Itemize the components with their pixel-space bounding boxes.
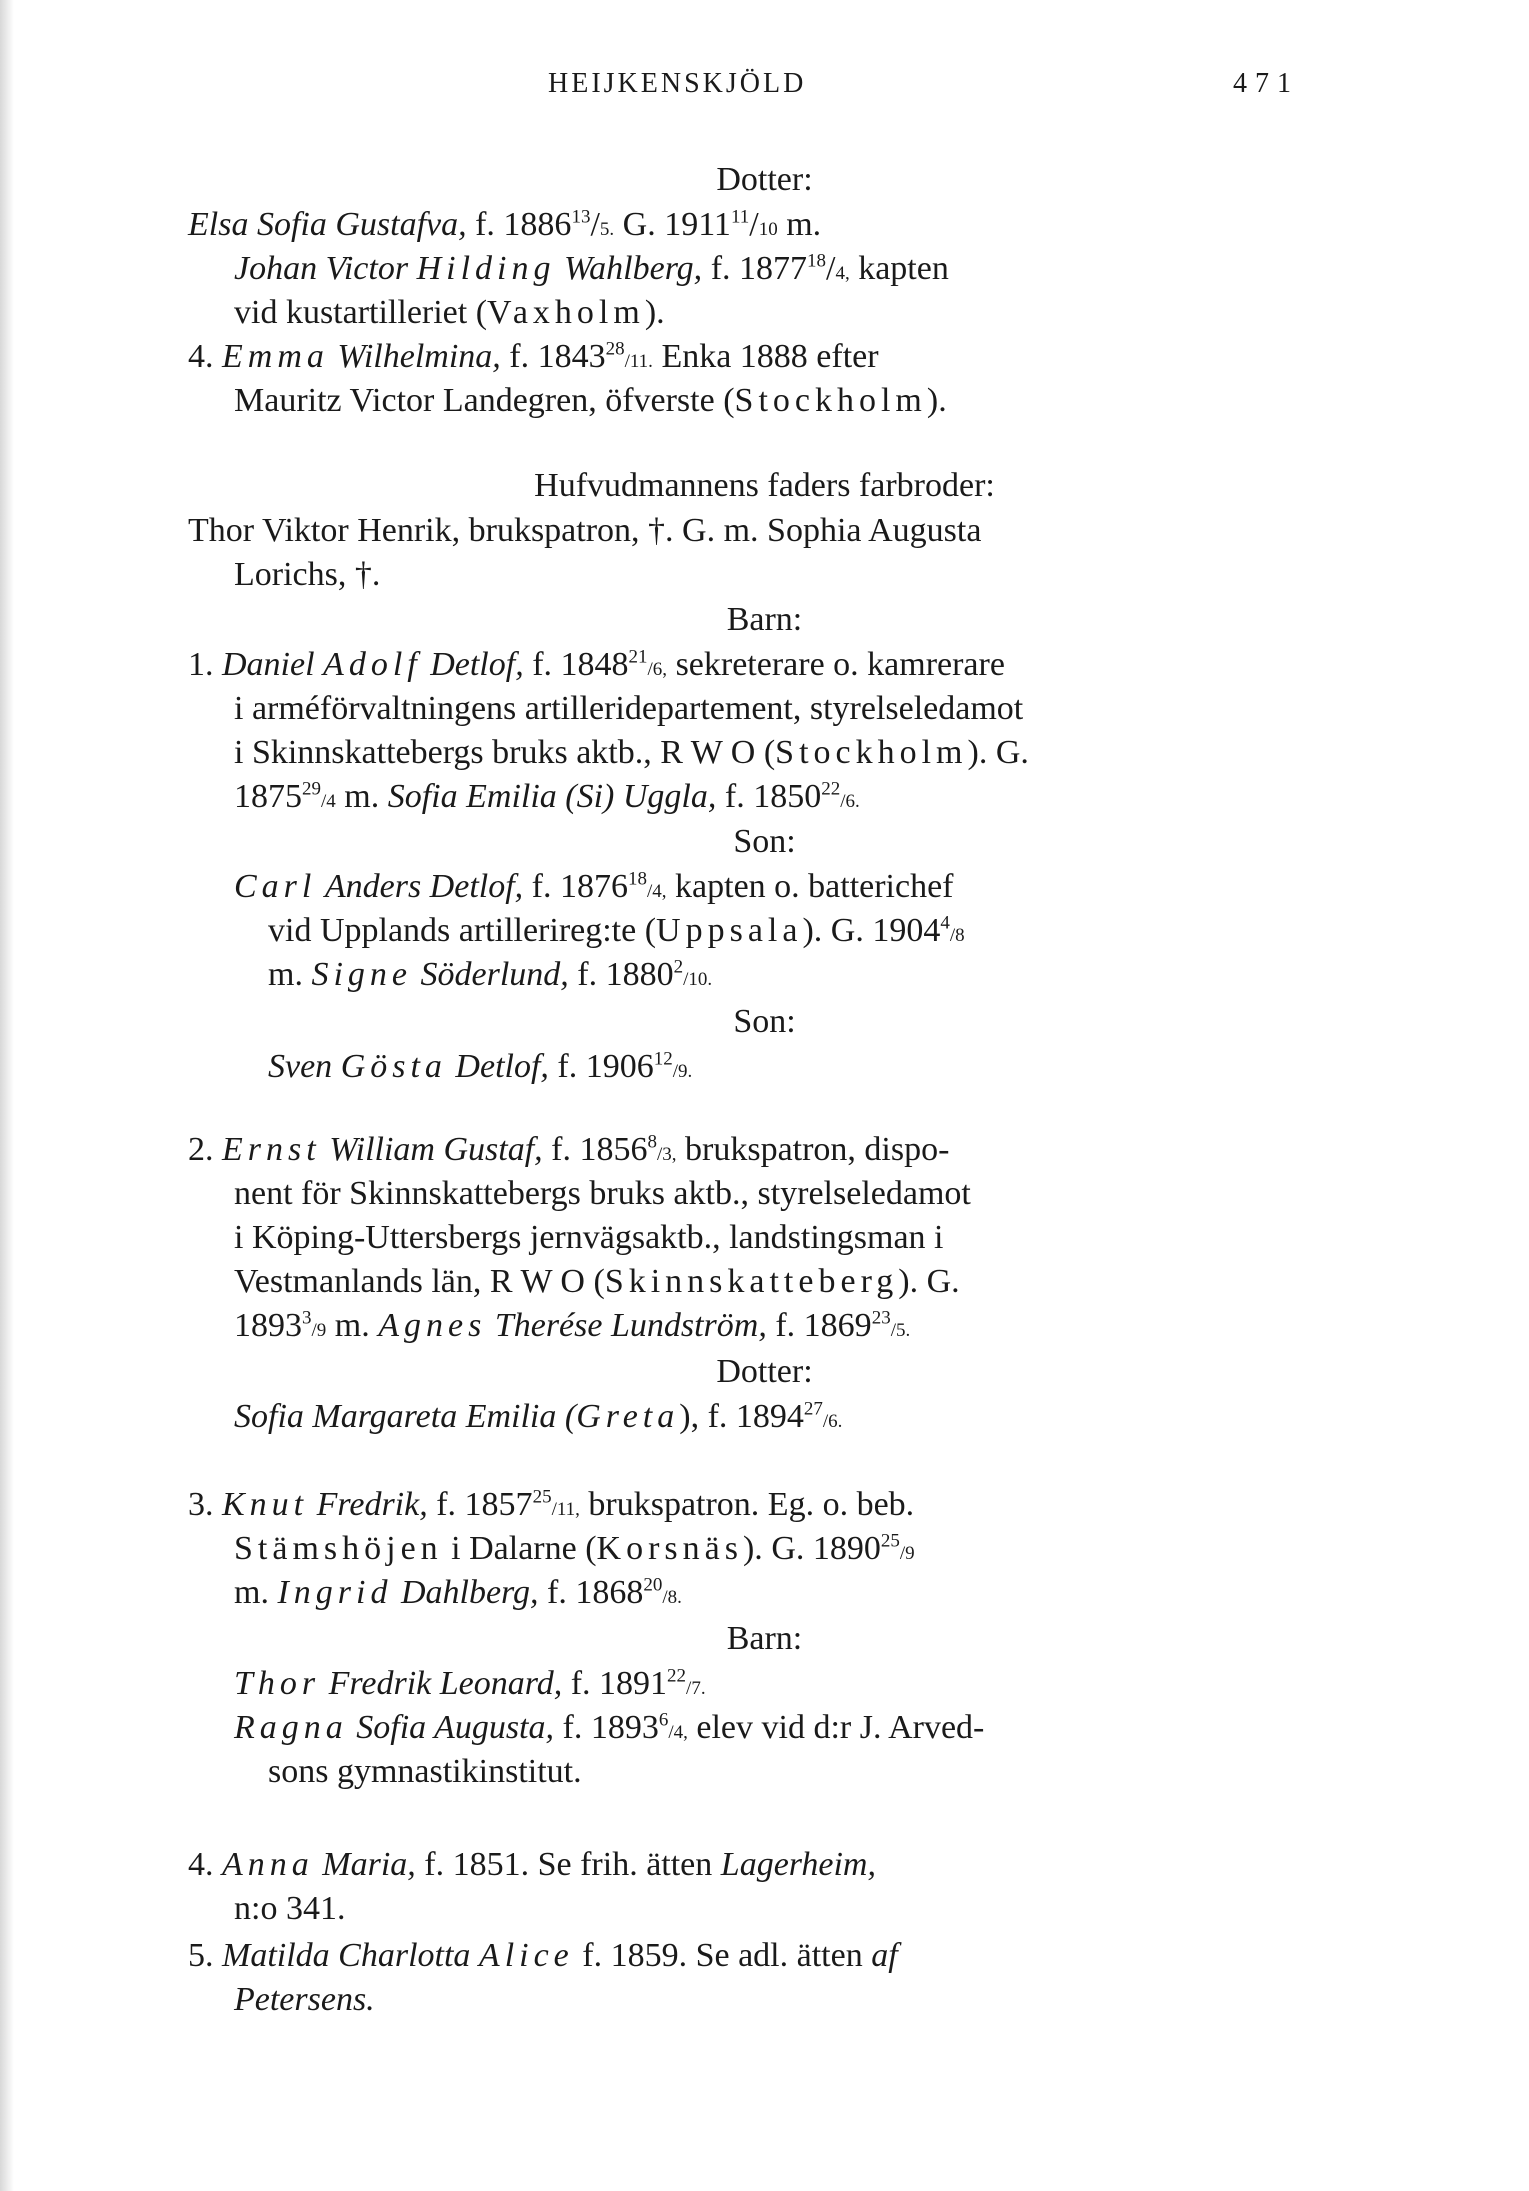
entry-anna bbox=[188, 1843, 1318, 1931]
entry-line: Thor Fredrik Leonard, f. 1891$^{22}$/7. bbox=[234, 1665, 706, 1702]
entry-knut bbox=[188, 1483, 1318, 1615]
running-header bbox=[0, 62, 1529, 106]
entry-line: 1. Daniel Adolf Detlof, f. 1848$^{21}$/6, sekreterare o. kamrerare bbox=[188, 646, 1005, 683]
entry-line: sons gymnastikinstitut. bbox=[268, 1753, 582, 1790]
entry-line: i arméförvaltningens artilleridepartement, styrelseledamot bbox=[234, 690, 1024, 727]
entry-line: Petersens. bbox=[234, 1981, 375, 2018]
entry-line: Ragna Sofia Augusta, f. 1893$^6$/4, elev vid d:r J. Arved- bbox=[234, 1709, 985, 1746]
entry-line: i Skinnskattebergs bruks aktb., R W O (Stockholm). G. bbox=[234, 734, 1029, 771]
section-heading-son: Son: bbox=[733, 823, 796, 860]
entry-barn-knut bbox=[188, 1662, 1318, 1794]
entry-line: n:o 341. bbox=[234, 1890, 346, 1927]
entry-matilda bbox=[188, 1934, 1318, 2022]
section-heading-dotter: Dotter: bbox=[716, 161, 813, 198]
entry-line: Sven Gösta Detlof, f. 1906$^{12}$/9. bbox=[268, 1048, 693, 1085]
entry-line: Johan Victor Hilding Wahlberg, f. 1877$^{18}$/4, kapten bbox=[234, 250, 949, 287]
entry-line: 4. Anna Maria, f. 1851. Se frih. ätten Lagerheim, bbox=[188, 1846, 876, 1883]
entry-line: vid Upplands artillerireg:te (Uppsala). G. 1904$^4$/8 bbox=[268, 912, 965, 949]
entry-line: 3. Knut Fredrik, f. 1857$^{25}$/11, brukspatron. Eg. o. beb. bbox=[188, 1486, 915, 1523]
entry-line: vid kustartilleriet (Vaxholm). bbox=[234, 294, 665, 331]
entry-line: Elsa Sofia Gustafva, f. 1886$^{13}$/5. G. 1911$^{11}$/10 m. bbox=[188, 206, 822, 243]
entry-elsa bbox=[188, 203, 1318, 335]
entry-line: 2. Ernst William Gustaf, f. 1856$^8$/3, brukspatron, dispo- bbox=[188, 1131, 950, 1168]
entry-line: Vestmanlands län, R W O (Skinnskatteberg). G. bbox=[234, 1263, 960, 1300]
page-number: 471 bbox=[1233, 68, 1299, 99]
entry-sven bbox=[188, 1045, 1318, 1089]
running-title: HEIJKENSKJÖLD bbox=[548, 68, 807, 99]
entry-carl bbox=[188, 865, 1318, 997]
entry-line: 1875$^{29}$/4 m. Sofia Emilia (Si) Uggla, f. 1850$^{22}$/6. bbox=[234, 778, 860, 815]
page-edge-shadow bbox=[0, 0, 14, 2191]
entry-line: 1893$^3$/9 m. Agnes Therése Lundström, f. 1869$^{23}$/5. bbox=[234, 1307, 911, 1344]
entry-line: nent för Skinnskattebergs bruks aktb., styrelseledamot bbox=[234, 1175, 971, 1212]
entry-thor-viktor bbox=[188, 509, 1318, 597]
section-heading-barn: Barn: bbox=[726, 1620, 803, 1657]
entry-line: Sofia Margareta Emilia (Greta), f. 1894$^{27}$/6. bbox=[234, 1398, 843, 1435]
section-heading-son: Son: bbox=[733, 1003, 796, 1040]
entry-greta bbox=[188, 1395, 1318, 1439]
entry-line: Lorichs, †. bbox=[234, 556, 381, 593]
section-heading-barn: Barn: bbox=[726, 601, 803, 638]
section-heading-farbroder: Hufvudmannens faders farbroder: bbox=[534, 467, 995, 504]
entry-line: m. Ingrid Dahlberg, f. 1868$^{20}$/8. bbox=[234, 1574, 682, 1611]
entry-line: m. Signe Söderlund, f. 1880$^2$/10. bbox=[268, 956, 713, 993]
entry-emma bbox=[188, 335, 1318, 423]
entry-line: 4. Emma Wilhelmina, f. 1843$^{28}$/11. Enka 1888 efter bbox=[188, 338, 879, 375]
entry-daniel bbox=[188, 643, 1318, 819]
section-heading-dotter: Dotter: bbox=[716, 1353, 813, 1390]
entry-line: i Köping-Uttersbergs jernvägsaktb., landstingsman i bbox=[234, 1219, 944, 1256]
entry-line: Carl Anders Detlof, f. 1876$^{18}$/4, kapten o. batterichef bbox=[234, 868, 954, 905]
entry-line: 5. Matilda Charlotta Alice f. 1859. Se adl. ätten af bbox=[188, 1937, 898, 1974]
entry-line: Thor Viktor Henrik, brukspatron, †. G. m. Sophia Augusta bbox=[188, 512, 982, 549]
entry-line: Stämshöjen i Dalarne (Korsnäs). G. 1890$^{25}$/9 bbox=[234, 1530, 915, 1567]
entry-ernst bbox=[188, 1128, 1318, 1348]
entry-line: Mauritz Victor Landegren, öfverste (Stockholm). bbox=[234, 382, 947, 419]
